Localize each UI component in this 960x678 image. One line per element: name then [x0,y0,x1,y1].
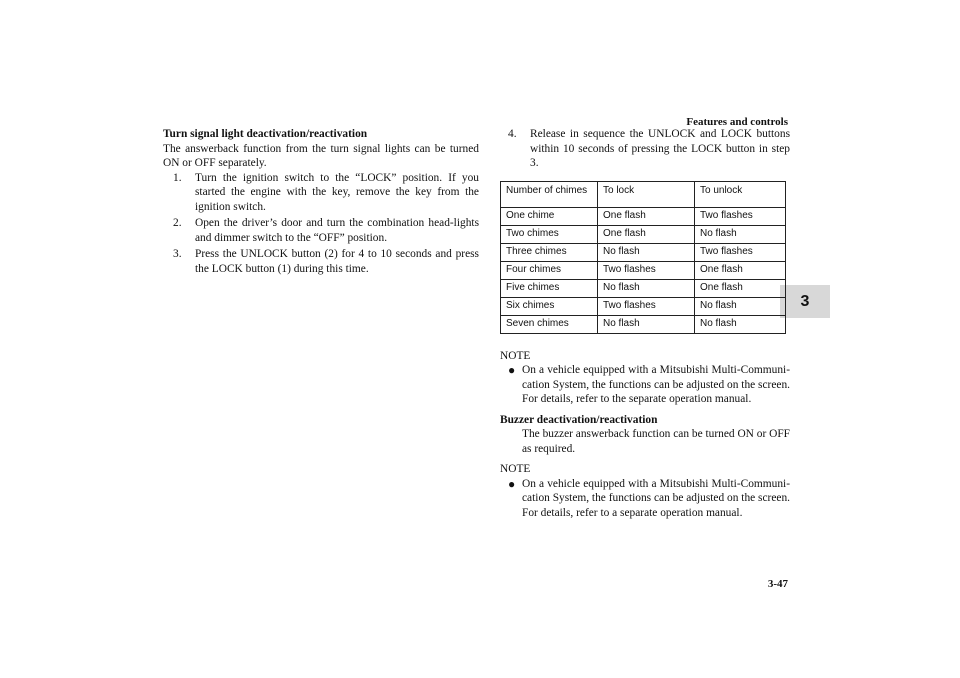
table-row [501,279,786,297]
note-label: NOTE [500,349,531,362]
chapter-number: 3 [800,292,810,310]
bullet-dot-icon: ● [508,476,516,491]
table-row [501,225,786,243]
note-label: NOTE [500,463,531,475]
chimes-table [500,181,786,334]
step-text: Open the driver’s door and turn the combination head-lights and dimmer switch to the “OFF” position. [195,217,479,244]
table-cell: Two flashes [598,261,695,279]
table-cell: No flash [598,279,695,297]
table-cell: Three chimes [501,243,598,261]
step-number: 3. [173,248,182,260]
table-cell: One flash [695,261,786,279]
table-row [501,297,786,315]
table-cell: Four chimes [501,261,598,279]
note-bullet [500,363,790,407]
left-column [163,127,479,278]
table-header-row [501,181,786,207]
table-cell: Two flashes [695,243,786,261]
section-heading-buzzer: Buzzer deactivation/reactivation [500,413,658,426]
note-text: On a vehicle equipped with a Mitsubishi Multi-Communi-cation System, the functions can be adjusted on the screen. For details, refer to the separate operation manual. [522,364,790,405]
intro-paragraph: The answerback function from the turn signal lights can be turned ON or OFF separately. [163,142,479,169]
note-text: On a vehicle equipped with a Mitsubishi Multi-Communi-cation System, the functions can be adjusted on the screen. For details, refer to a separate operation manual. [522,477,790,519]
column-header: Number of chimes [501,181,598,207]
table-row [501,207,786,225]
step-item [500,127,790,171]
steps-list [163,171,479,277]
table-cell: Six chimes [501,297,598,315]
table-row [501,261,786,279]
bullet-dot-icon: ● [508,363,516,377]
note-bullet [500,477,790,521]
column-header: To unlock [695,181,786,207]
table-cell: No flash [695,315,786,333]
step-item [163,247,479,276]
table-cell: Two chimes [501,225,598,243]
step-text: Press the UNLOCK button (2) for 4 to 10 seconds and press the LOCK button (1) during this time. [195,248,479,275]
table-cell: One flash [695,279,786,297]
table-cell: Five chimes [501,279,598,297]
column-header: To lock [598,181,695,207]
page-number: 3-47 [767,578,788,590]
table-cell: Two flashes [695,207,786,225]
table-cell: No flash [695,297,786,315]
step-text: Turn the ignition switch to the “LOCK” position. If you started the engine with the key, remove the key from the ignition switch. [195,171,479,213]
table-cell: One chime [501,207,598,225]
step-item [163,171,479,215]
table-cell: Seven chimes [501,315,598,333]
step-number: 4. [508,128,517,140]
table-row [501,243,786,261]
table-cell: No flash [598,315,695,333]
page-header-title: Features and controls [686,116,788,128]
buzzer-paragraph: The buzzer answerback function can be turned ON or OFF as required. [522,428,790,455]
table-cell: Two flashes [598,297,695,315]
section-heading-turn-signal: Turn signal light deactivation/reactivation [163,128,368,140]
step-number: 1. [173,171,182,184]
table-cell: One flash [598,207,695,225]
table-row [501,315,786,333]
step-item [163,216,479,245]
right-column [500,127,790,520]
table-cell: No flash [695,225,786,243]
step-text: Release in sequence the UNLOCK and LOCK buttons within 10 seconds of pressing the LOCK button in step 3. [530,128,790,169]
step-number: 2. [173,217,182,229]
table-cell: No flash [598,243,695,261]
table-cell: One flash [598,225,695,243]
